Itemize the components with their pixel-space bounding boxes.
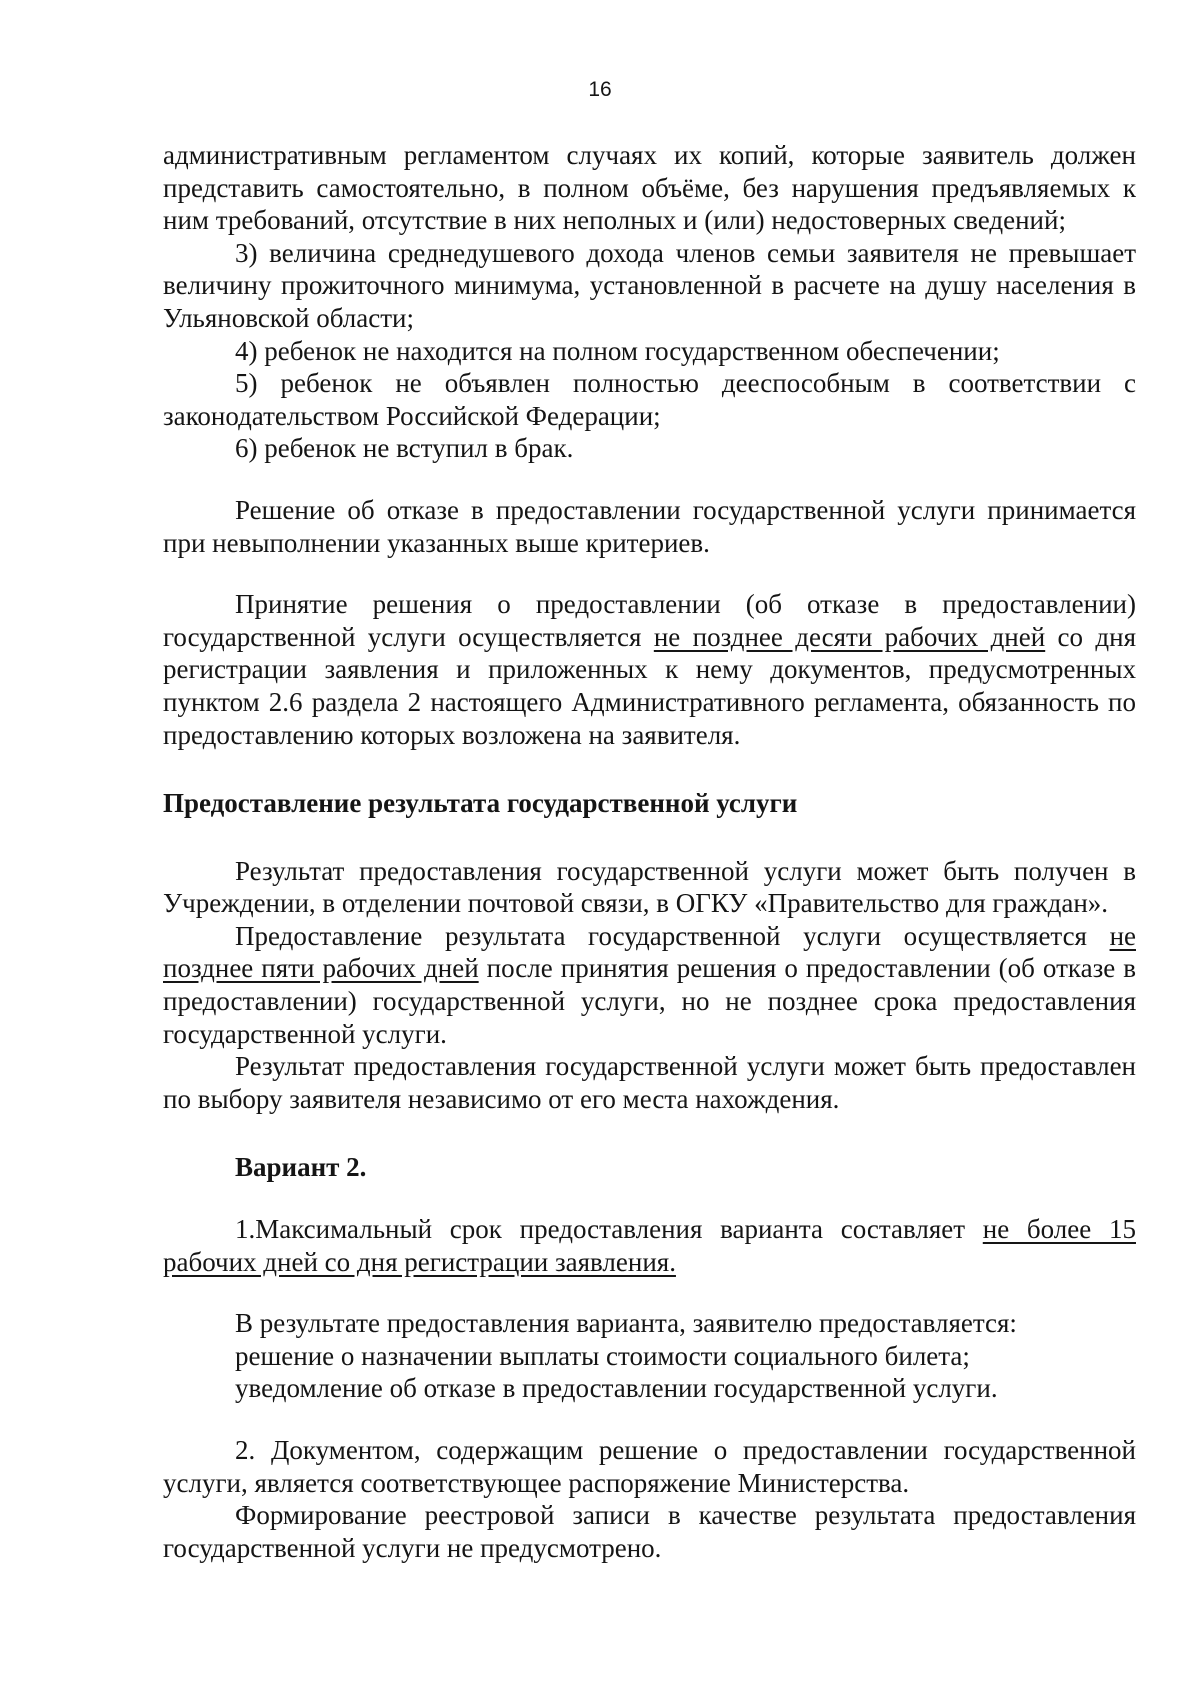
underlined-term: не позднее пяти рабочих дней (163, 920, 1136, 984)
registry-record-paragraph: Формирование реестровой записи в качестве результата предоставления государственной услуги не предусмотрено. (163, 1500, 1136, 1563)
result-list-item: решение о назначении выплаты стоимости социального билета; (235, 1340, 970, 1371)
decision-term-paragraph: Принятие решения о предоставлении (об отказе в предоставлении) государственной услуги осуществляется не позднее десяти рабочих дней со дня регистрации заявления и приложенных к нему документов, предусмотренных пунктом 2.6 раздела 2 настоящего Административного регламента, обязанность по предоставлению которых возложена на заявителя. (163, 589, 1137, 750)
criterion-4: 4) ребенок не находится на полном государственном обеспечении; (235, 335, 1000, 366)
result-paragraph: Результат предоставления государственной услуги может быть получен в Учреждении, в отделении почтовой связи, в ОГКУ «Правительство для граждан». (163, 855, 1136, 919)
criterion-3: 3) величина среднедушевого дохода членов семьи заявителя не превышает величину прожиточного минимума, установленной в расчете на душу населения в Ульяновской области; (163, 237, 1136, 333)
refusal-paragraph: Решение об отказе в предоставлении государственной услуги принимается при невыполнении указанных выше критериев. (163, 494, 1136, 558)
document-body (163, 139, 1136, 1564)
underlined-term: не более 15 рабочих дней со дня регистрации заявления. (163, 1214, 1136, 1277)
variant-title: Вариант 2. (235, 1152, 367, 1183)
underlined-term: не позднее десяти рабочих дней (653, 621, 1046, 652)
criterion-6: 6) ребенок не вступил в брак. (235, 433, 574, 464)
result-term-paragraph: Предоставление результата государственной услуги осуществляется не позднее пяти рабочих дней после принятия решения о предоставлении (об отказе в предоставлении) государственной услуги, но не позднее срока предоставления государственной услуги. (163, 920, 1136, 1049)
max-term-paragraph: 1.Максимальный срок предоставления варианта составляет не более 15 рабочих дней со дня регистрации заявления. (163, 1214, 1136, 1277)
result-list-item: уведомление об отказе в предоставлении государственной услуги. (235, 1373, 998, 1404)
result-list-intro: В результате предоставления варианта, заявителю предоставляется: (235, 1308, 1017, 1339)
result-delivery-paragraph: Результат предоставления государственной услуги может быть предоставлен по выбору заявителя независимо от его места нахождения. (163, 1051, 1136, 1114)
section-heading: Предоставление результата государственной услуги (163, 788, 798, 819)
page-number: 16 (588, 78, 612, 101)
criterion-5: 5) ребенок не объявлен полностью дееспособным в соответствии с законодательством Российской Федерации; (163, 368, 1136, 431)
decision-document-paragraph: 2. Документом, содержащим решение о предоставлении государственной услуги, является соответствующее распоряжение Министерства. (163, 1435, 1136, 1498)
paragraph: административным регламентом случаях их копий, которые заявитель должен представить самостоятельно, в полном объёме, без нарушения предъявляемых к ним требований, отсутствие в них неполных и (или) недостоверных сведений; (163, 140, 1136, 236)
